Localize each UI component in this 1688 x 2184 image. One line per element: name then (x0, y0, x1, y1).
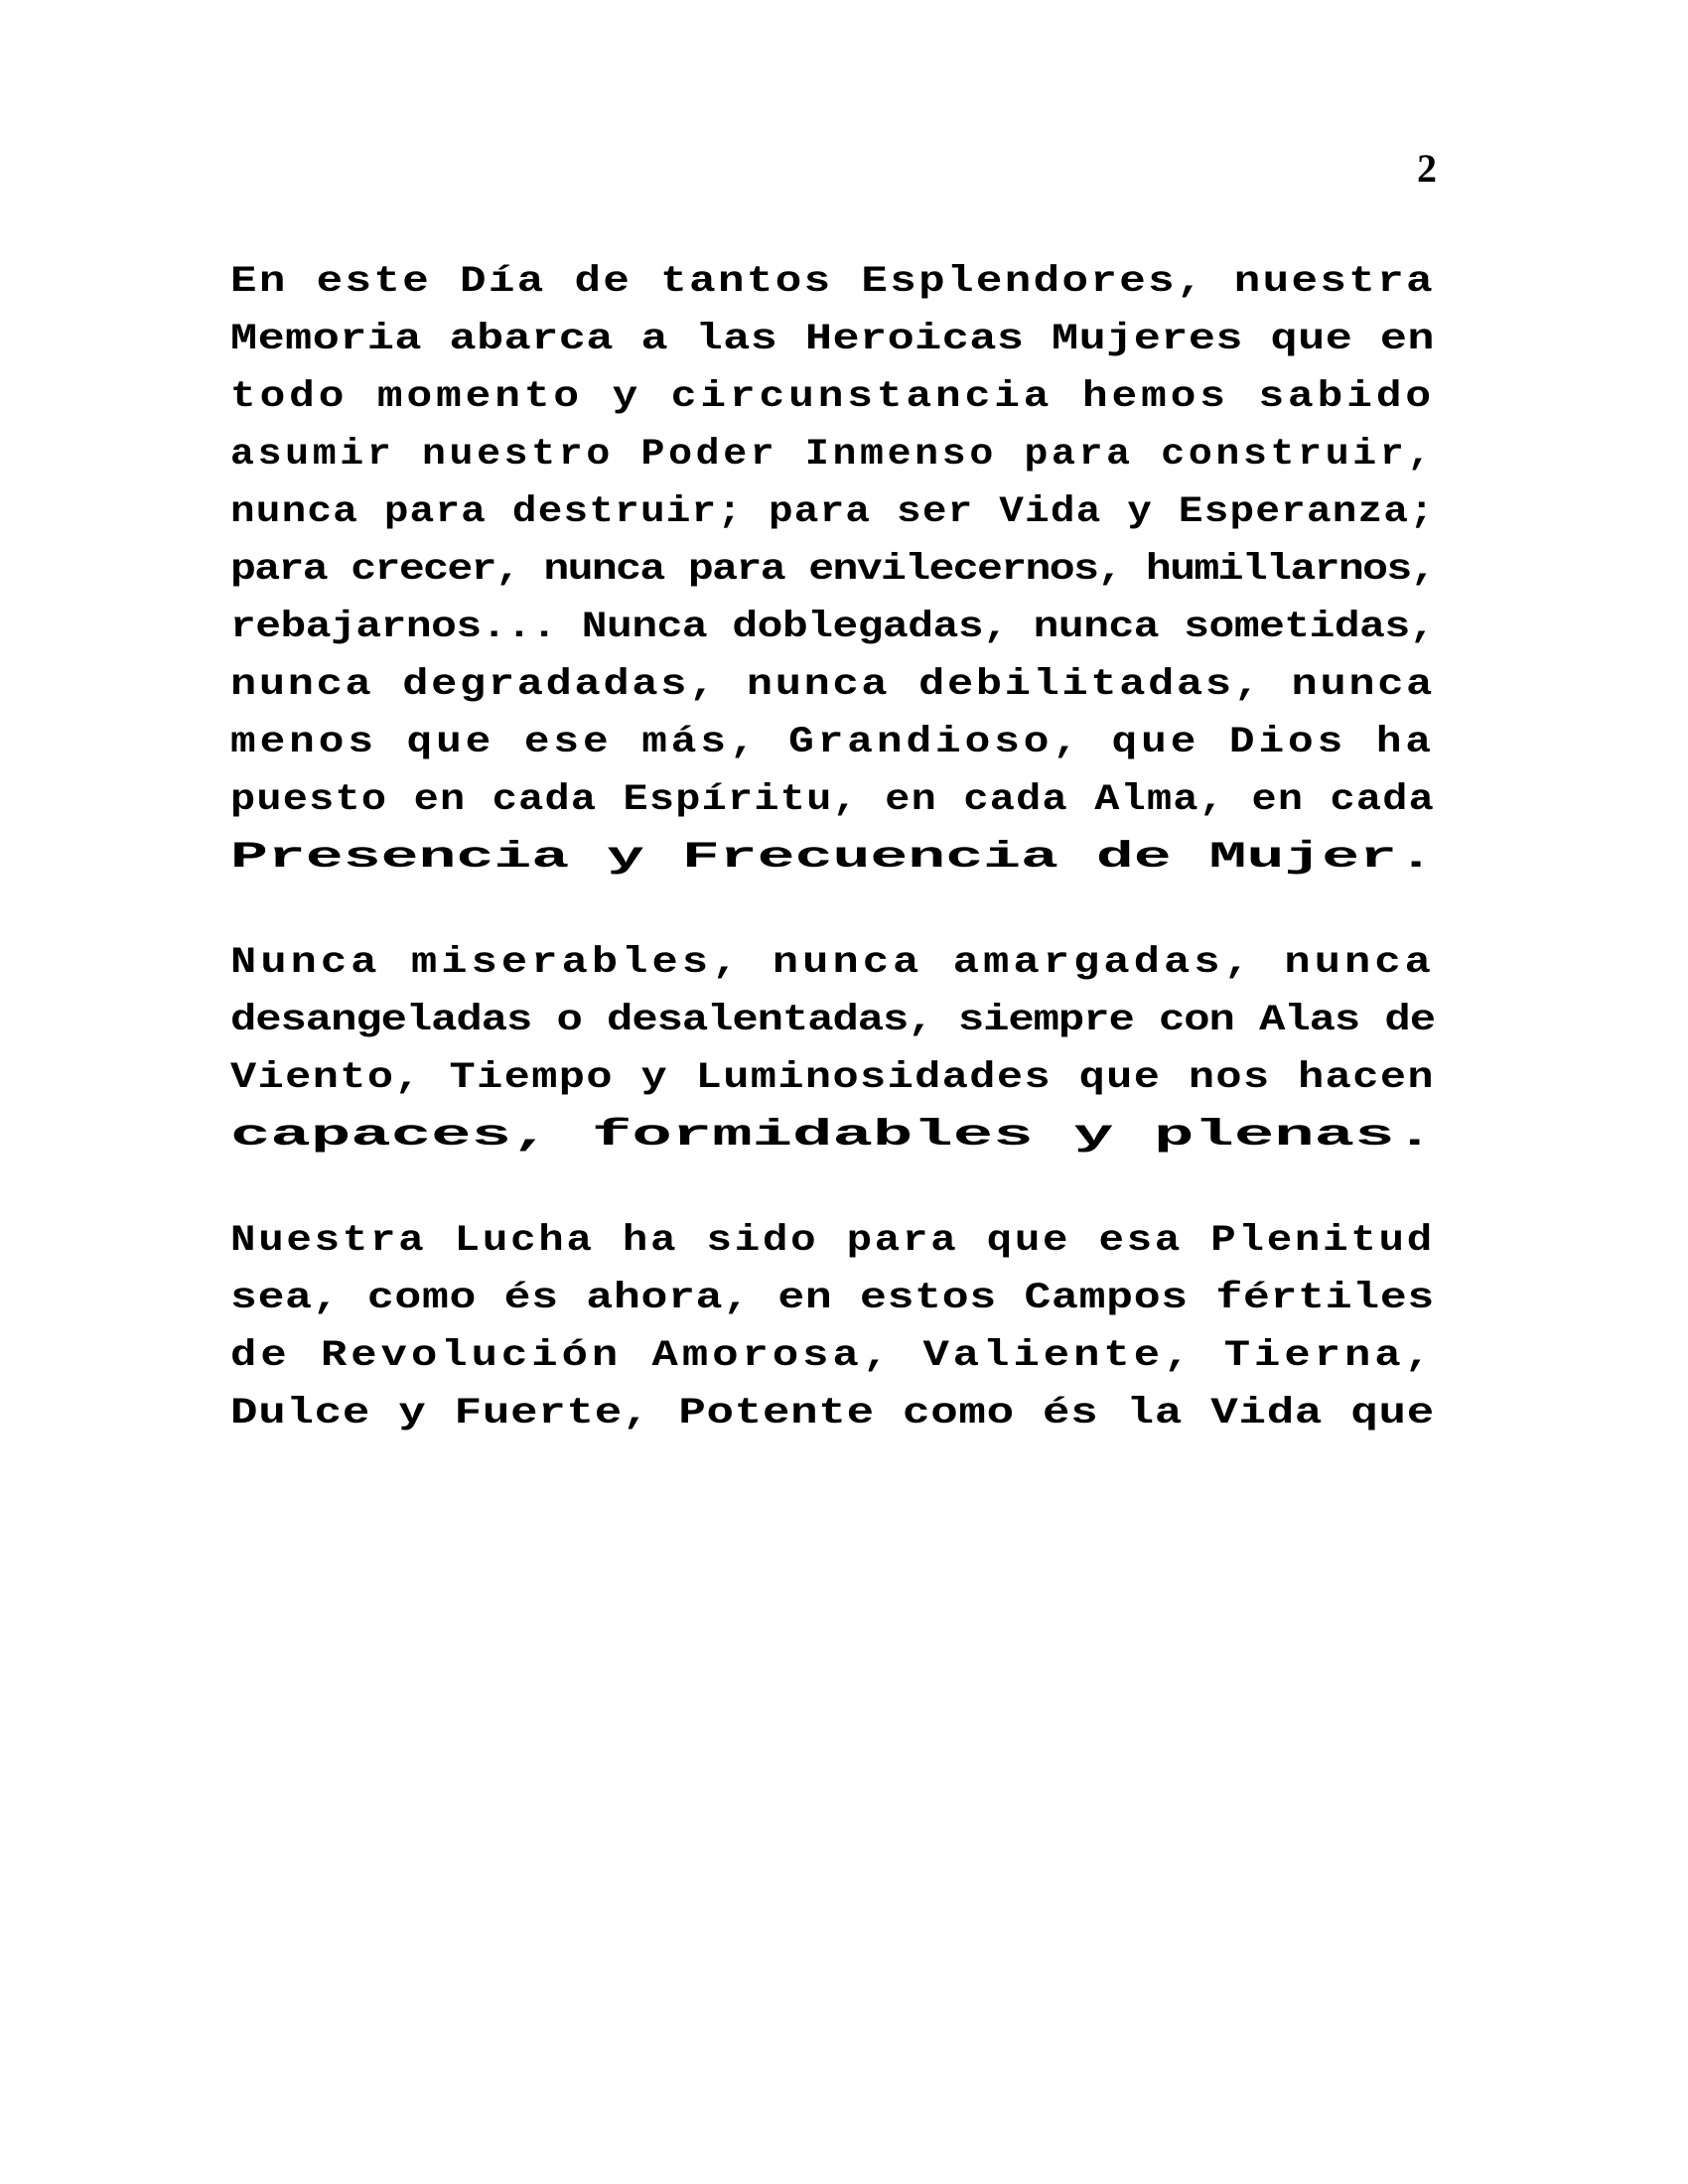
text-line: Nunca miserables, nunca amargadas, nunca (230, 942, 1436, 984)
text-line: Nuestra Lucha ha sido para que esa Plenitud (230, 1220, 1435, 1262)
paragraph-3 (230, 1212, 1435, 1442)
text-line: asumir nuestro Poder Inmenso para construir, (230, 434, 1435, 476)
text-line: Presencia y Frecuencia de Mujer. (230, 837, 1435, 879)
text-line: puesto en cada Espíritu, en cada Alma, en cada (230, 779, 1436, 821)
text-line: todo momento y circunstancia hemos sabido (230, 376, 1435, 418)
text-line: sea, como és ahora, en estos Campos fértiles (230, 1278, 1435, 1319)
text-line: Memoria abarca a las Heroicas Mujeres que en (230, 319, 1435, 360)
text-line: En este Día de tantos Esplendores, nuestra (230, 261, 1435, 303)
text-line: nunca para destruir; para ser Vida y Esperanza; (230, 491, 1436, 533)
text-line: de Revolución Amorosa, Valiente, Tierna, (230, 1335, 1436, 1377)
page-number: 2 (1417, 146, 1437, 191)
text-line: desangeladas o desalentadas, siempre con Alas de (230, 1000, 1435, 1041)
text-line: Dulce y Fuerte, Potente como és la Vida que (230, 1393, 1435, 1434)
text-line: Viento, Tiempo y Luminosidades que nos hacen (230, 1057, 1435, 1099)
document-body (230, 253, 1435, 1442)
paragraph-1 (230, 253, 1435, 887)
text-line: capaces, formidables y plenas. (230, 1115, 1435, 1157)
text-line: para crecer, nunca para envilecernos, humillarnos, (230, 549, 1435, 591)
text-line: menos que ese más, Grandioso, que Dios ha (230, 722, 1435, 763)
text-line: nunca degradadas, nunca debilitadas, nunca (230, 664, 1435, 706)
text-line: rebajarnos... Nunca doblegadas, nunca sometidas, (230, 607, 1435, 648)
paragraph-2 (230, 934, 1435, 1164)
